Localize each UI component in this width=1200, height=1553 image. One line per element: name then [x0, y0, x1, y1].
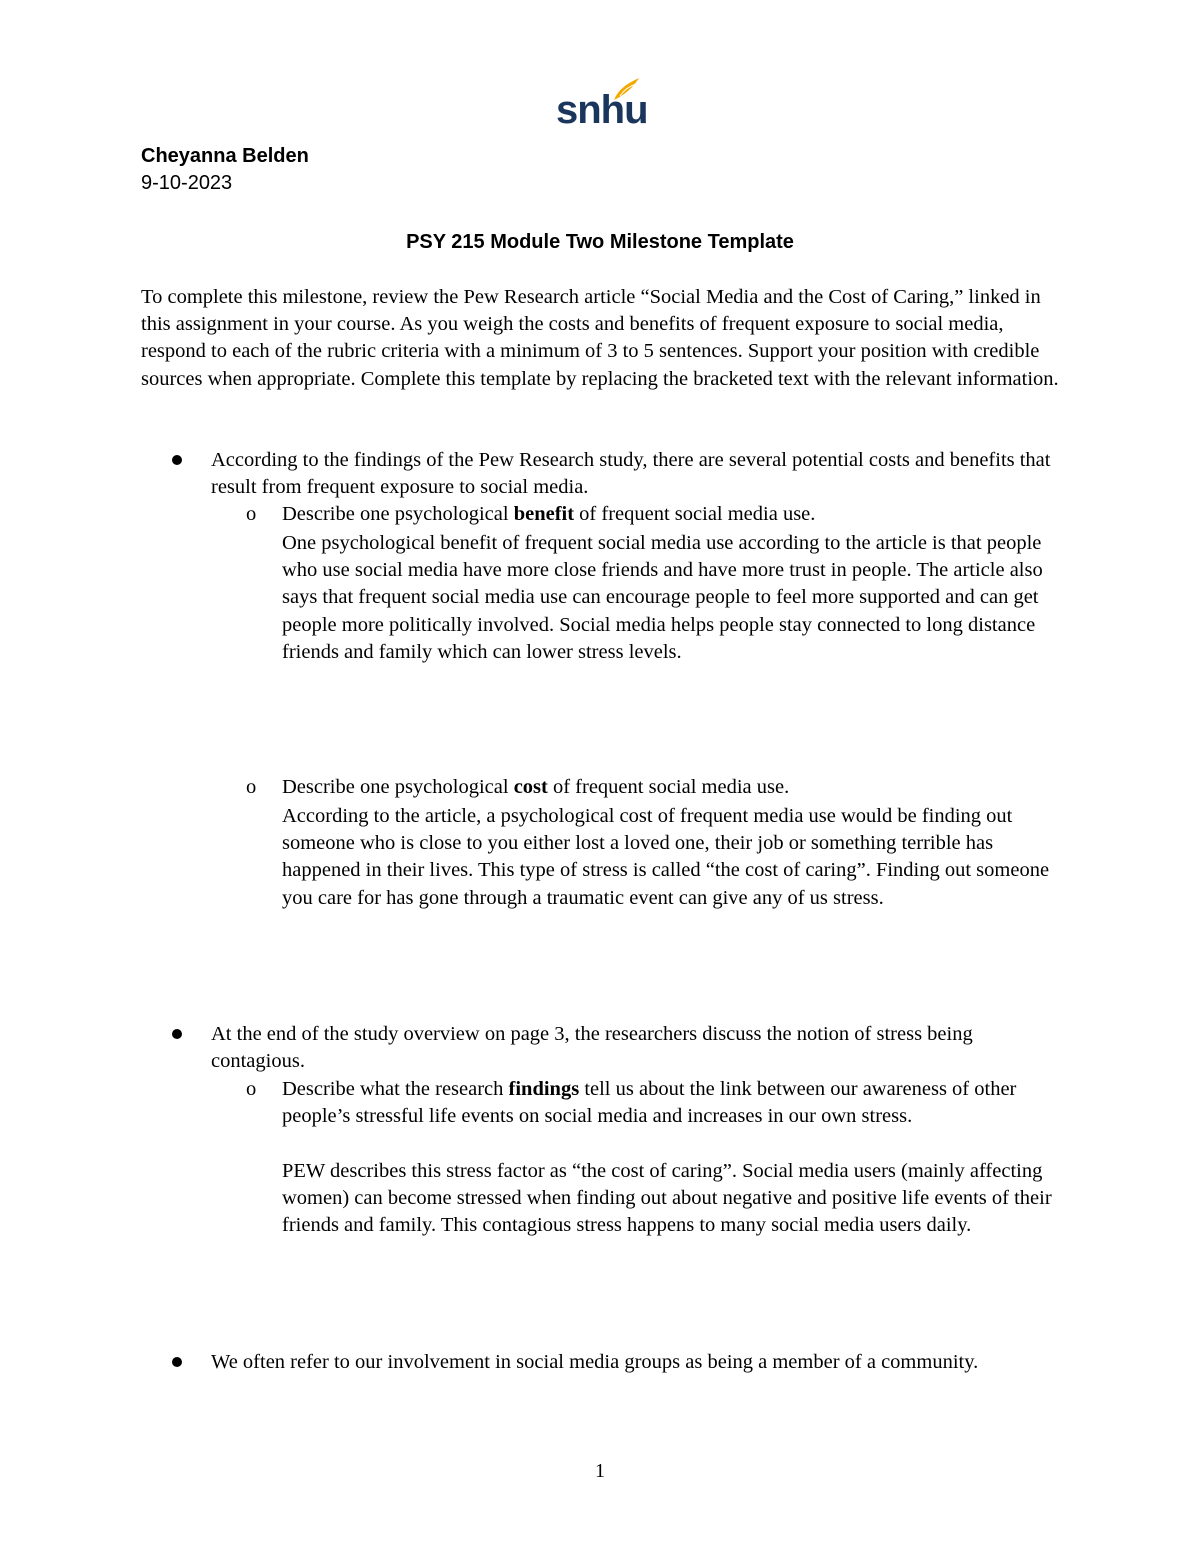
bullet-text-3: We often refer to our involvement in social media groups as being a member of a community.: [211, 1351, 979, 1373]
prompt-keyword: findings: [508, 1078, 580, 1100]
bullet-marker: [172, 1029, 182, 1039]
logo-text: snhu: [556, 88, 648, 132]
document-date: 9-10-2023: [141, 172, 233, 194]
prompt-text: Describe one psychological: [282, 503, 514, 525]
prompt-findings: [282, 1076, 1072, 1130]
sub-bullet-marker: o: [246, 776, 257, 798]
prompt-benefit: [282, 501, 1072, 528]
answer-findings: PEW describes this stress factor as “the cost of caring”. Social media users (mainly affecting women) can become stressed when finding out about negative and positive life events of their friends and family. This contagious stress happens to many social media users daily.: [282, 1160, 1052, 1237]
prompt-text: Describe what the research: [282, 1078, 509, 1100]
intro-paragraph: To complete this milestone, review the Pew Research article “Social Media and the Cost of Caring,” linked in this assignment in your course. As you weigh the costs and benefits of frequent exposure to social media, respond to each of the rubric criteria with a minimum of 3 to 5 sentences. Support your position with credible sources when appropriate. Complete this template by replacing the bracketed text with the relevant information.: [141, 286, 1059, 390]
prompt-cost: [282, 774, 1072, 801]
prompt-text: tell us about the link between our awareness of other people’s stressful life events on social media and increases in our own stress.: [282, 1078, 1017, 1128]
bullet-text-2: At the end of the study overview on page 3, the researchers discuss the notion of stress being contagious.: [211, 1023, 973, 1073]
prompt-text: Describe one psychological: [282, 776, 514, 798]
prompt-text: of frequent social media use.: [574, 503, 816, 525]
page-number: 1: [595, 1460, 605, 1482]
author-name: Cheyanna Belden: [141, 145, 309, 167]
flame-leaf-icon: [612, 76, 640, 102]
document-title: PSY 215 Module Two Milestone Template: [406, 231, 794, 253]
answer-benefit: One psychological benefit of frequent social media use according to the article is that people who use social media have more close friends and have more trust in people. The article also says that frequent social media use can encourage people to feel more supported and can get people more politically involved. Social media helps people stay connected to long distance friends and family which can lower stress levels.: [282, 532, 1043, 663]
prompt-text: of frequent social media use.: [547, 776, 790, 798]
prompt-keyword: benefit: [513, 503, 575, 525]
bullet-marker: [172, 455, 182, 465]
answer-cost: According to the article, a psychological cost of frequent media use would be finding out someone who is close to you either lost a loved one, their job or something terrible has happened in their lives. This type of stress is called “the cost of caring”. Finding out someone you care for has gone through a traumatic event can give any of us stress.: [282, 805, 1050, 909]
snhu-logo: [556, 76, 648, 132]
bullet-marker: [172, 1357, 182, 1367]
sub-bullet-marker: o: [246, 1078, 257, 1100]
prompt-keyword: cost: [513, 776, 548, 798]
sub-bullet-marker: o: [246, 503, 257, 525]
bullet-text-1: According to the findings of the Pew Research study, there are several potential costs and benefits that result from frequent exposure to social media.: [211, 449, 1051, 499]
